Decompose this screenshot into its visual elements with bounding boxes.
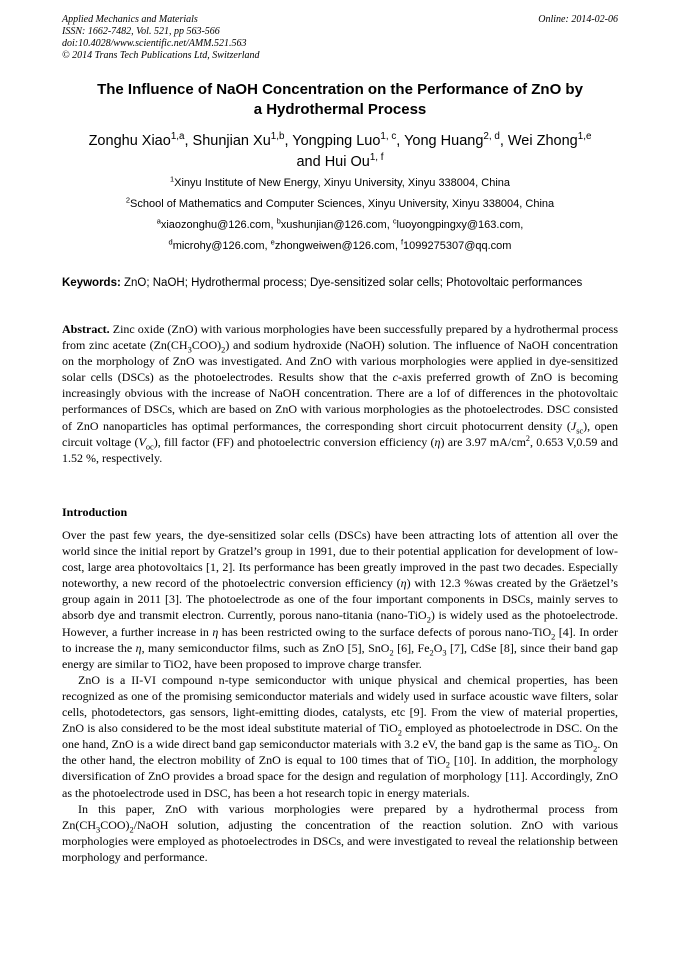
abstract xyxy=(62,321,618,466)
superscript: 2 xyxy=(525,433,530,443)
italic-symbol: η xyxy=(434,434,441,449)
subscript: 2 xyxy=(389,648,394,658)
paragraph-text: ) with 12.3 %was created by the Gräetzel’s group again in 2011 [3]. The photoelectrode as one of the four important components in DSCs, mainly serves to absorb dye and transmit electron. Currently, porous nano-titania (nano-TiO xyxy=(62,576,619,623)
email-address: 1099275307@qq.com xyxy=(403,240,512,252)
abstract-text: -axis preferred growth of ZnO is becoming increasingly obvious with the increase of NaOH concentration. There are a lof of differences in the photovoltaic performances of DSCs, which are based on ZnO with various morphologies as the photoelectrodes. DSC consisted of ZnO nanoparticles has optimal performances, the corresponding short circuit photocurrent density ( xyxy=(62,370,619,433)
author-name: and Hui Ou xyxy=(296,154,370,170)
italic-symbol: η xyxy=(400,576,407,591)
paragraph-text: [7], CdSe [8], since their band gap energy are similar to TiO2, have been proposed to improve charge transfer. xyxy=(62,640,618,671)
subscript: 3 xyxy=(96,825,101,835)
abstract-text: ) and sodium hydroxide (NaOH) solution. The influence of NaOH concentration on the morphology of ZnO was investigated. And ZnO with various morphologies were applied in dye-sensitized solar cells (DSCs) as the photoelectrodes. Results show that the xyxy=(62,338,618,385)
affiliation-mark: 1 xyxy=(169,174,175,184)
journal-name: Applied Mechanics and Materials xyxy=(62,14,198,25)
keywords-label: Keywords: xyxy=(62,277,121,289)
paragraph-text: employed as photoelectrode in DSC. On the one hand, ZnO is a wide direct band gap semiconductor materials with 3.2 eV, the band gap is the same as TiO xyxy=(62,721,618,752)
italic-symbol: c xyxy=(392,370,398,385)
paragraph xyxy=(62,672,618,801)
introduction-body xyxy=(62,527,618,865)
issn-line: ISSN: 1662-7482, Vol. 521, pp 563-566 xyxy=(62,26,220,37)
author-line-1 xyxy=(62,131,618,152)
subscript: 2 xyxy=(593,744,598,754)
author-name: Zonghu Xiao xyxy=(88,133,171,149)
subscript: 2 xyxy=(426,615,431,625)
author-mark: 1,a xyxy=(170,131,185,143)
online-date: Online: 2014-02-06 xyxy=(538,14,618,25)
paragraph-text: , many semiconductor films, such as ZnO [5], SnO xyxy=(141,640,390,655)
abstract-text: Zinc oxide (ZnO) with various morphologies have been successfully prepared by a hydrothermal process from zinc acetate (Zn(CH xyxy=(62,322,618,353)
author-line-2 xyxy=(62,152,618,173)
italic-symbol: η xyxy=(135,640,142,655)
paper-title xyxy=(62,80,618,120)
doi-line: doi:10.4028/www.scientific.net/AMM.521.563 xyxy=(62,38,247,49)
abstract-label: Abstract. xyxy=(62,322,110,336)
affiliation-2 xyxy=(62,197,618,211)
author-mark: 1,e xyxy=(577,131,592,143)
email-line-2 xyxy=(62,239,618,253)
abstract-text: ), fill factor (FF) and photoelectric conversion efficiency ( xyxy=(153,434,435,449)
author-name: , Shunjian Xu xyxy=(184,133,271,149)
italic-symbol: J xyxy=(570,418,577,433)
email-line-1 xyxy=(62,218,618,232)
author-mark: 1, c xyxy=(380,131,397,143)
author-name: , Yong Huang xyxy=(396,133,484,149)
email-mark: b xyxy=(276,216,281,226)
paragraph-text: COO) xyxy=(100,817,130,832)
journal-header xyxy=(62,14,618,62)
email-mark: e xyxy=(270,237,275,247)
affiliation-text: School of Mathematics and Computer Sciences, Xinyu University, Xinyu 338004, China xyxy=(130,198,555,210)
paragraph-text: [6], Fe xyxy=(393,640,430,655)
subscript: 3 xyxy=(187,345,192,355)
subscript: oc xyxy=(145,442,154,452)
abstract-text: ) are 3.97 mA/cm xyxy=(440,434,526,449)
title-line-1: The Influence of NaOH Concentration on the Performance of ZnO by xyxy=(97,81,583,98)
email-mark: f xyxy=(400,237,404,247)
paragraph-text: [10]. In addition, the morphology diversification of ZnO provides a broad space for the design and regulation of morphology [11]. Accordingly, ZnO as the photoelectrode used in DSC, has been a hot research topic in energy materials. xyxy=(62,753,618,800)
email-mark: a xyxy=(156,216,161,226)
keywords xyxy=(62,276,618,291)
subscript: sc xyxy=(576,425,584,435)
affiliation-text: Xinyu Institute of New Energy, Xinyu University, Xinyu 338004, China xyxy=(174,177,511,189)
paragraph-text: . On the other hand, the electron mobility of ZnO is equal to 100 times that of TiO xyxy=(62,737,619,768)
author-mark: 2, d xyxy=(483,131,500,143)
paragraph xyxy=(62,527,618,672)
abstract-text: ), open circuit voltage ( xyxy=(62,418,618,449)
email-address: xushunjian@126.com, xyxy=(280,219,393,231)
affiliation-mark: 2 xyxy=(125,195,131,205)
subscript: 2 xyxy=(221,345,226,355)
email-address: luoyongpingxy@163.com, xyxy=(396,219,524,231)
title-line-2: a Hydrothermal Process xyxy=(253,101,427,118)
author-name: , Wei Zhong xyxy=(499,133,578,149)
paragraph-text: O xyxy=(433,640,443,655)
subscript: 3 xyxy=(442,648,447,658)
subscript: 2 xyxy=(551,631,556,641)
copyright-line: © 2014 Trans Tech Publications Ltd, Switzerland xyxy=(62,50,260,61)
author-name: , Yongping Luo xyxy=(284,133,381,149)
paragraph-text: has been restricted owing to the surface defects of porous nano-TiO xyxy=(218,624,552,639)
author-mark: 1, f xyxy=(369,152,384,164)
email-address: zhongweiwen@126.com, xyxy=(274,240,401,252)
affiliation-1 xyxy=(62,176,618,190)
paragraph-text: In this paper, ZnO with various morphologies were prepared by a hydrothermal process from Zn(CH xyxy=(62,801,618,832)
author-list xyxy=(62,131,618,173)
subscript: 2 xyxy=(129,825,134,835)
paragraph-text: /NaOH solution, adjusting the concentration of the reaction solution. ZnO with various morphologies were employed as photoelectrodes in DSCs, and were investigated to reveal the relationship between morphology and performance. xyxy=(62,817,618,864)
subscript: 2 xyxy=(397,728,402,738)
paragraph-text: ZnO is a II-VI compound n-type semiconductor with unique physical and chemical properties, has been recognized as one of the promising semiconductor materials and widely used in surface acoustic wave filters, solar cells, photodetectors, gas sensors, light-emitting diodes, catalysts, etc [9]. From the view of material properties, ZnO is also considered to be the most ideal substitute material of TiO xyxy=(62,672,618,736)
email-mark: c xyxy=(392,216,397,226)
subscript: 2 xyxy=(445,760,450,770)
keywords-text: ZnO; NaOH; Hydrothermal process; Dye-sensitized solar cells; Photovoltaic performances xyxy=(120,277,583,289)
paragraph-text: [4]. In order to increase the xyxy=(62,624,618,655)
email-address: xiaozonghu@126.com, xyxy=(160,219,277,231)
abstract-text: COO) xyxy=(191,338,222,353)
email-mark: d xyxy=(168,237,173,247)
author-mark: 1,b xyxy=(270,131,285,143)
subscript: 2 xyxy=(429,648,434,658)
abstract-text: , 0.653 V,0.59 and 1.52 %, respectively. xyxy=(62,434,619,465)
email-address: microhy@126.com, xyxy=(172,240,271,252)
italic-symbol: V xyxy=(138,434,146,449)
paragraph xyxy=(62,801,618,865)
section-heading-introduction: Introduction xyxy=(62,505,128,519)
paragraph-text: ) is widely used as the photoelectrode. However, a further increase in xyxy=(62,608,619,639)
italic-symbol: η xyxy=(212,624,219,639)
paragraph-text: Over the past few years, the dye-sensitized solar cells (DSCs) have been attracting lots of attention all over the world since the initial report by Gratzel’s group in 1991, due to their potential application for development of low-cost, large area photovoltaics [1, 2]. Its performance has been greatly improved in the past two decades. Especially noteworthy, a new record of the photoelectric conversion efficiency ( xyxy=(62,528,618,591)
